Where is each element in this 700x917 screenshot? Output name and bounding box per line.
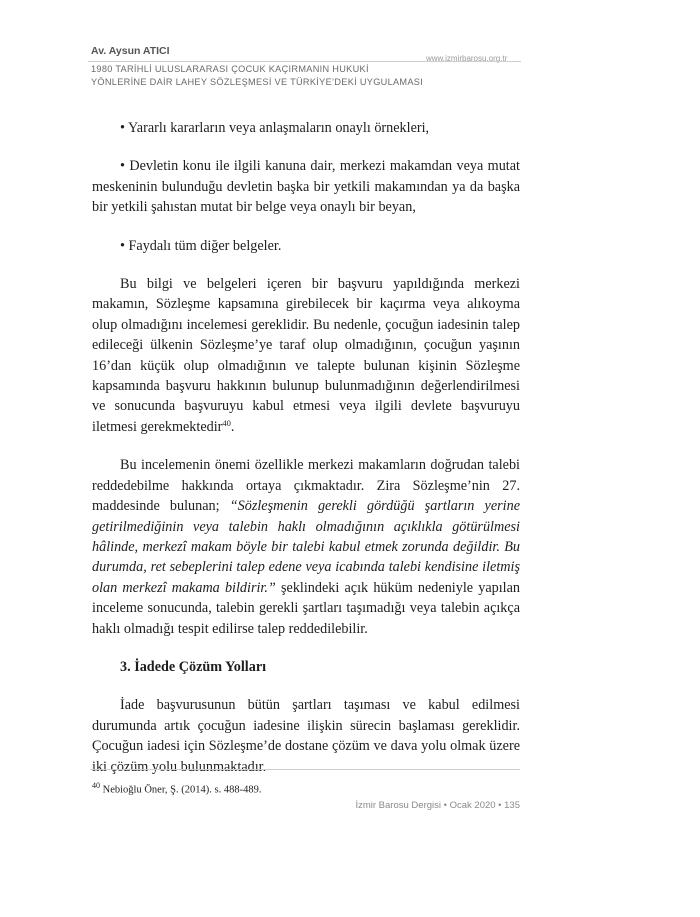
footnote-ref: 40 [222, 417, 231, 428]
paragraph-text: Bu bilgi ve belgeleri içeren bir başvuru yapıldığında merkezi makamın, Sözleşme kapsamına girebilecek bir kaçırma veya alıkoyma olup olmadığını incelemesi gereklidir. Bu nedenle, çocuğun iadesinin talep edileceği ülkenin Sözleşme’ye taraf olup olmadığının, çocuğun yaşının 16’dan küçük olup olmadığının ve talepte bulunan kişinin Sözleşme kapsamında başvuru hakkının bulunup bulunmadığının değerlendirilmesi ve sonucunda başvuruyu kabul etmesi veya ilgili devlete başvuruyu iletmesi gerekmektedir [92, 276, 520, 435]
footnote-number: 40 [92, 781, 100, 790]
footnote [92, 781, 261, 796]
footnote-text: Nebioğlu Öner, Ş. (2014). s. 488-489. [100, 784, 262, 796]
quote-text: “Sözleşmenin gerekli gördüğü şartların yerine getirilmediğinin veya talebin haklı olmadığının açıklıkla götürülmesi hâlinde, merkezî makam böyle bir talebi kabul etmek zorunda değildir. Bu durumda, ret sebeplerini talep edene veya icabında talebi kendisine iletmiş olan merkezî makama bildirir.” [92, 498, 520, 596]
page-footer: İzmir Barosu Dergisi • Ocak 2020 • 135 [355, 800, 520, 811]
paragraph: İade başvurusunun bütün şartları taşıması ve kabul edilmesi durumunda artık çocuğun iadesine ilişkin sürecin başlaması gereklidir. Çocuğun iadesi için Sözleşme’de dostane çözüm ve dava yolu olmak üzere iki çözüm yolu bulunmaktadır. [92, 697, 520, 775]
site-url: www.izmirbarosu.org.tr [426, 54, 508, 63]
body-text [92, 118, 520, 795]
paragraph-text: şeklindeki açık hüküm nedeniyle yapılan inceleme sonucunda, talebin gerekli şartları taşımadığı veya talebin açıkça haklı olmadığı tespit edilirse talep reddedilebilir. [92, 579, 521, 637]
header-rule [88, 61, 521, 62]
bullet-item: • Faydalı tüm diğer belgeler. [120, 237, 282, 254]
section-heading: 3. İadede Çözüm Yolları [120, 658, 267, 675]
paragraph [92, 455, 520, 639]
paragraph-end: . [230, 418, 235, 435]
paragraph [92, 274, 520, 437]
footnote-rule [90, 769, 520, 770]
author-name: Av. Aysun ATICI [91, 45, 170, 57]
paragraph-text: Bu incelemenin önemi özellikle merkezi makamların doğrudan talebi reddedebilme hakkında ortaya çıkmaktadır. Zira Sözleşme’nin 27. maddesinde bulunan; [92, 457, 520, 515]
article-title-line1: 1980 TARİHLİ ULUSLARARASI ÇOCUK KAÇIRMANIN HUKUKİ [91, 64, 369, 74]
bullet-item: • Devletin konu ile ilgili kanuna dair, merkezi makamdan veya mutat meskeninin bulunduğu devletin başka bir yetkili makamından ya da başka bir yetkili şahıstan mutat bir belge veya onaylı bir beyan, [92, 158, 520, 216]
bullet-item: • Yararlı kararların veya anlaşmaların onaylı örnekleri, [120, 120, 430, 136]
article-title [91, 63, 423, 89]
article-title-line2: YÖNLERİNE DAİR LAHEY SÖZLEŞMESİ VE TÜRKİYE’DEKİ UYGULAMASI [91, 77, 424, 87]
